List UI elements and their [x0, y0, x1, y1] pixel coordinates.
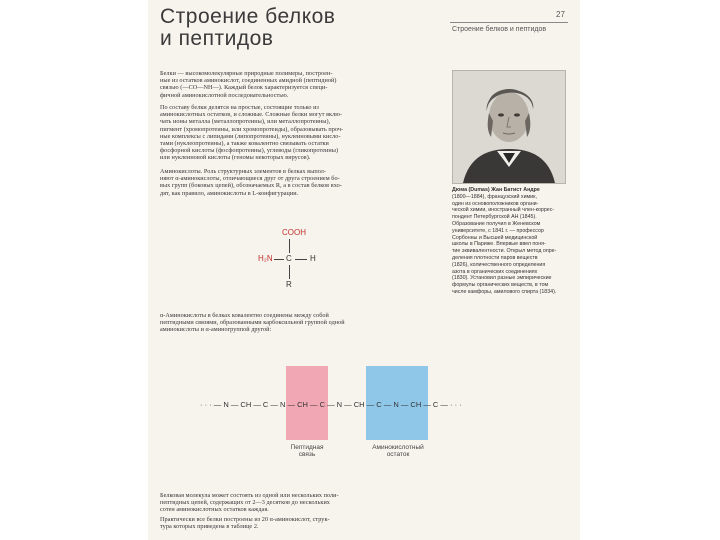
amino-group: H₂N: [258, 254, 273, 263]
linkage-paragraph: [160, 312, 452, 334]
alpha-carbon: C: [286, 254, 292, 263]
label-line: Аминокислотный: [372, 444, 424, 451]
text-line: аминокислоты и α-аминогруппой другой:: [160, 326, 272, 334]
text-line: или нуклеиновой кислоты (геномы некоторых вирусов).: [160, 154, 311, 162]
text-line: Белки — высокомолекулярные природные полимеры, построен-: [160, 70, 333, 77]
caption-line: азота в органических соединениях: [452, 268, 538, 275]
caption-line: формулы органических веществ, в том: [452, 282, 549, 289]
bond-top: [289, 239, 290, 253]
bond-left: [274, 259, 284, 260]
text-line: няют α-аминокислоты, отличающиеся друг от друга строением бо-: [160, 175, 340, 183]
text-line: Практически все белки построены из 20 α-аминокислот, струк-: [160, 516, 330, 523]
caption-line: Дюма (Dumas) Жан Батист Андре: [452, 187, 540, 193]
portrait-photo: [452, 70, 566, 184]
label-line: связь: [298, 451, 316, 458]
text-line: фичной аминокислотной последовательностью.: [160, 91, 289, 99]
side-chain-r: R: [286, 280, 292, 289]
cooh-group: COOH: [282, 228, 306, 237]
title-line-2: и пептидов: [160, 27, 274, 50]
text-line: фосфорной кислоты (фосфопротеины), углеводы (гликопротеины): [160, 147, 339, 155]
composition-paragraph: [160, 104, 440, 162]
text-line: пептидными связями, образованными карбоксильной группой одной: [160, 319, 345, 327]
portrait-illustration: [453, 71, 565, 183]
peptide-bond-label: [276, 444, 338, 458]
text-line: аминокислотных остатков, и сложные. Сложные белки могут вклю-: [160, 111, 343, 119]
aminoacids-paragraph: [160, 168, 440, 197]
caption-line: Сорбонны и Высшей медицинской: [452, 234, 538, 241]
text-line: α-Аминокислоты в белках ковалентно соединены между собой: [160, 312, 329, 319]
molecule-paragraph: [160, 492, 452, 514]
text-line: сотен аминокислотных остатков каждая.: [160, 506, 269, 514]
bond-bottom: [289, 265, 290, 279]
caption-line: пондент Петербургской АН (1845).: [452, 214, 537, 221]
caption-line: Образование получил в Женевском: [452, 220, 541, 227]
caption-line: школы в Париже. Впервые ввел поня-: [452, 241, 546, 248]
text-line: дят, как правило, аминокислоты в L-конфигурации.: [160, 189, 299, 197]
text-line: По составу белки делятся на простые, состоящие только из: [160, 104, 319, 111]
caption-line: тие эквивалентности. Открыл метод опре-: [452, 248, 557, 255]
text-line: ные комплексы с липидами (липопротеины), нуклеиновыми кисло-: [160, 132, 341, 140]
caption-line: (1826), количественного определения: [452, 261, 546, 268]
caption-line: числе камфоры, амилового спирта (1834).: [452, 288, 557, 295]
text-line: связью (—CO—NH—). Каждый белок характеризуется специ-: [160, 84, 328, 92]
text-line: тами (нуклеопротеины), а также ковалентно связывать остатки: [160, 140, 329, 148]
text-line: вых групп (боковых цепей), обозначаемых R, а в состав белков вхо-: [160, 182, 342, 190]
portrait-caption: [452, 187, 568, 296]
label-line: Пептидная: [290, 444, 324, 451]
label-line: остаток: [386, 451, 410, 458]
caption-line: один из основоположников органи-: [452, 200, 539, 207]
text-line: тура которых приведена в таблице 2.: [160, 523, 259, 531]
intro-paragraph: [160, 70, 440, 99]
chain-backbone: · · · — N — CH — C — N — CH — C — N — CH — C — N — CH — C — · · ·: [200, 400, 462, 409]
page-number: 27: [556, 10, 565, 19]
caption-line: университете, с 1841 г. — профессор: [452, 227, 544, 234]
text-line: пигмент (хромопротеины, или хромопротеиды), образовывать проч-: [160, 125, 344, 133]
footer-paragraph: [160, 516, 452, 530]
text-line: Аминокислоты. Роль структурных элементов в белках выпол-: [160, 168, 327, 175]
title-line-1: Строение белков: [160, 5, 336, 28]
aminoacid-structure: [258, 228, 338, 298]
text-line: пептидных цепей, содержащих от 2—3 десятков до нескольких: [160, 499, 330, 507]
text-line: ные из остатков аминокислот, соединенных амидной (пептидной): [160, 77, 337, 85]
caption-line: ческой химии, иностранный член-коррес-: [452, 207, 555, 214]
residue-label: [358, 444, 438, 458]
caption-line: (1830). Установил разные эмпирические: [452, 275, 552, 282]
hydrogen-atom: H: [310, 254, 316, 263]
peptide-chain-diagram: [200, 366, 510, 462]
page-title: [160, 6, 335, 50]
header-rule: [450, 22, 568, 23]
text-line: Белковая молекула может состоять из одной или нескольких поли-: [160, 492, 339, 499]
running-title: Строение белков и пептидов: [452, 26, 547, 33]
bond-right: [295, 259, 307, 260]
text-line: чать ионы металла (металлопротеины), или металлопротеины),: [160, 118, 331, 126]
caption-line: деления плотности паров веществ: [452, 254, 538, 261]
caption-line: (1800—1884), французский химик,: [452, 193, 537, 200]
